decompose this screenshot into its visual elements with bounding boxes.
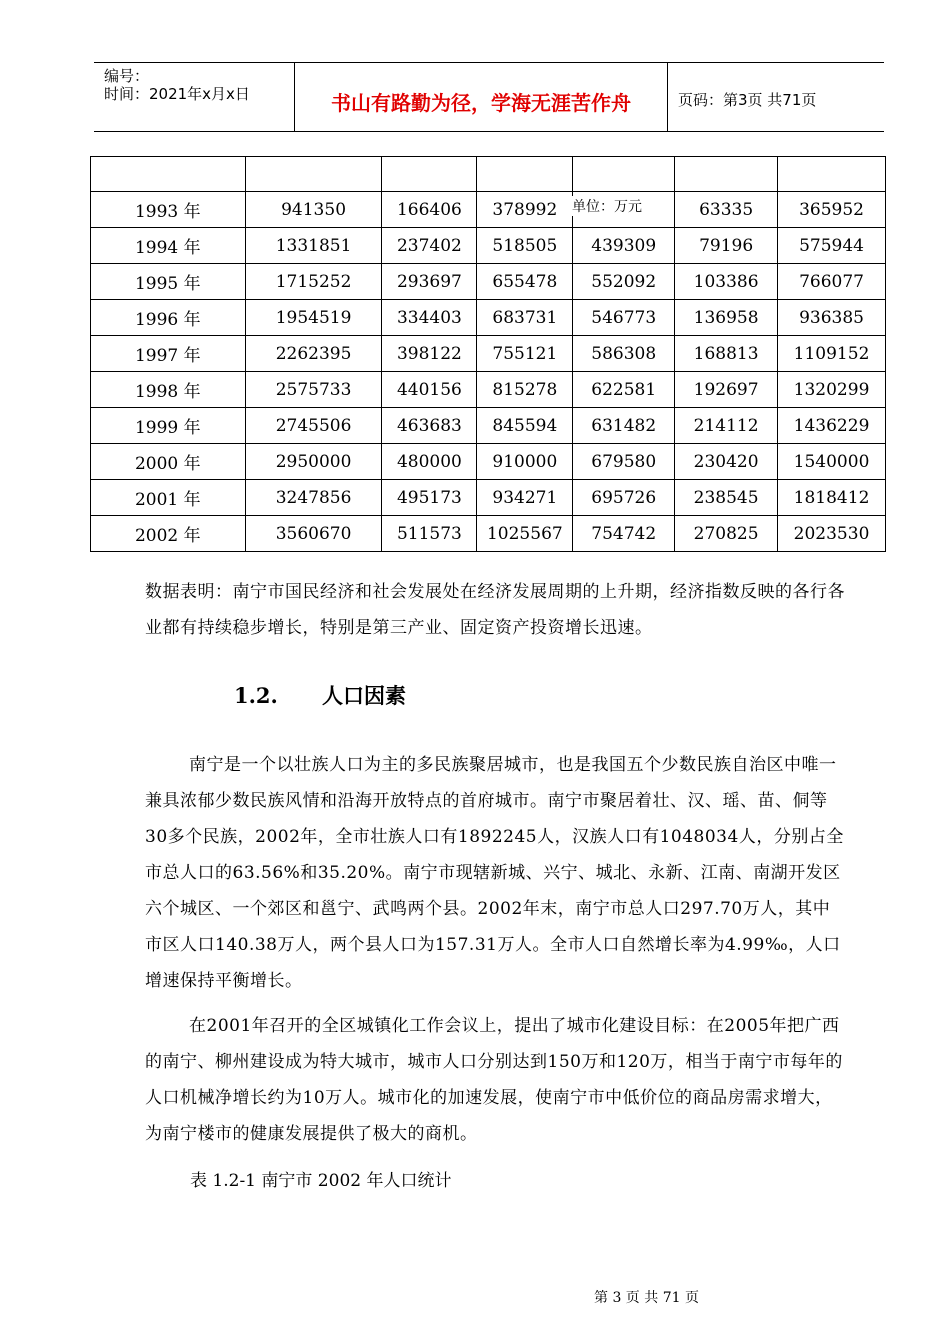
table-value-cell: 495173 bbox=[382, 480, 477, 516]
table-value-cell: 910000 bbox=[477, 444, 573, 480]
table-value-cell: 2745506 bbox=[245, 408, 382, 444]
table-header-row bbox=[91, 157, 886, 192]
table-value-cell: 1331851 bbox=[245, 228, 382, 264]
table-value-cell: 695726 bbox=[573, 480, 675, 516]
table-value-cell: 546773 bbox=[573, 300, 675, 336]
table-value-cell: 440156 bbox=[382, 372, 477, 408]
table-row bbox=[91, 300, 886, 336]
population-paragraph: 南宁是一个以壮族人口为主的多民族聚居城市，也是我国五个少数民族自治区中唯一兼具浓郁少数民族风情和沿海开放特点的首府城市。南宁市聚居着壮、汉、瑶、苗、侗等30多个民族，2002年，全市壮族人口有1892245人，汉族人口有1048034人，分别占全市总人口的63.56%和35.20%。南宁市现辖新城、兴宁、城北、永新、江南、南湖开发区六个城区、一个郊区和邕宁、武鸣两个县。2002年末，南宁市总人口297.70万人，其中市区人口140.38万人，两个县人口为157.31万人。全市人口自然增长率为4.99‰，人口增速保持平衡增长。 bbox=[145, 755, 844, 991]
table-value-cell: 79196 bbox=[675, 228, 778, 264]
header-meta-cell bbox=[94, 63, 295, 131]
table-value-cell: 293697 bbox=[382, 264, 477, 300]
table-value-cell: 398122 bbox=[382, 336, 477, 372]
table-value-cell: 1109152 bbox=[778, 336, 886, 372]
table-value-cell: 2575733 bbox=[245, 372, 382, 408]
table-value-cell: 168813 bbox=[675, 336, 778, 372]
table-value-cell: 518505 bbox=[477, 228, 573, 264]
page-footer: 第 3 页 共 71 页 bbox=[594, 1290, 699, 1306]
table-value-cell: 214112 bbox=[675, 408, 778, 444]
table-value-cell: 1025567 bbox=[477, 516, 573, 552]
table-value-cell: 936385 bbox=[778, 300, 886, 336]
table-value-cell: 136958 bbox=[675, 300, 778, 336]
table-value-cell: 2950000 bbox=[245, 444, 382, 480]
table-year-cell: 2002 年 bbox=[91, 516, 246, 552]
page-header bbox=[94, 62, 884, 132]
table-year-cell: 1999 年 bbox=[91, 408, 246, 444]
table-row bbox=[91, 228, 886, 264]
table-value-cell: 238545 bbox=[675, 480, 778, 516]
table-value-cell: 755121 bbox=[477, 336, 573, 372]
table-year-cell: 2000 年 bbox=[91, 444, 246, 480]
table-value-cell: 1715252 bbox=[245, 264, 382, 300]
table-value-cell: 934271 bbox=[477, 480, 573, 516]
table-value-cell: 334403 bbox=[382, 300, 477, 336]
table-value-cell: 237402 bbox=[382, 228, 477, 264]
document-number-label: 编号： bbox=[104, 67, 150, 85]
table-value-cell: 1954519 bbox=[245, 300, 382, 336]
table-value-cell: 754742 bbox=[573, 516, 675, 552]
table-value-cell: 845594 bbox=[477, 408, 573, 444]
urbanization-paragraph: 在2001年召开的全区城镇化工作会议上，提出了城市化建设目标：在2005年把广西的南宁、柳州建设成为特大城市，城市人口分别达到150万和120万，相当于南宁市每年的人口机械净增长约为10万人。城市化的加速发展，使南宁市中低价位的商品房需求增大，为南宁楼市的健康发展提供了极大的商机。 bbox=[145, 1016, 843, 1144]
header-slogan-cell bbox=[295, 63, 668, 131]
economic-data-table bbox=[90, 156, 886, 552]
table-value-cell: 378992 bbox=[477, 192, 573, 228]
table-value-cell: 1320299 bbox=[778, 372, 886, 408]
table-year-cell: 1995 年 bbox=[91, 264, 246, 300]
table-year-cell: 1993 年 bbox=[91, 192, 246, 228]
table-header-cell bbox=[675, 157, 778, 192]
table-value-cell: 365952 bbox=[778, 192, 886, 228]
table-row bbox=[91, 516, 886, 552]
table-value-cell: 941350 bbox=[245, 192, 382, 228]
table-value-cell: 622581 bbox=[573, 372, 675, 408]
table-row bbox=[91, 192, 886, 228]
table-value-cell: 2023530 bbox=[778, 516, 886, 552]
table-value-cell: 679580 bbox=[573, 444, 675, 480]
table-value-cell: 192697 bbox=[675, 372, 778, 408]
table-year-cell: 1997 年 bbox=[91, 336, 246, 372]
table-value-cell: 575944 bbox=[778, 228, 886, 264]
table-value-cell: 480000 bbox=[382, 444, 477, 480]
table-value-cell: 631482 bbox=[573, 408, 675, 444]
table-header-cell bbox=[91, 157, 246, 192]
table-caption: 表 1.2-1 南宁市 2002 年人口统计 bbox=[190, 1171, 452, 1191]
table-year-cell: 2001 年 bbox=[91, 480, 246, 516]
table-row bbox=[91, 480, 886, 516]
table-header-cell bbox=[573, 157, 675, 192]
table-value-cell: 1436229 bbox=[778, 408, 886, 444]
header-page-number: 页码：第3页 共71页 bbox=[678, 91, 817, 109]
table-value-cell: 655478 bbox=[477, 264, 573, 300]
table-value-cell: 1540000 bbox=[778, 444, 886, 480]
table-value-cell: 230420 bbox=[675, 444, 778, 480]
section-title: 人口因素 bbox=[322, 683, 406, 708]
table-value-cell: 2262395 bbox=[245, 336, 382, 372]
table-value-cell: 3247856 bbox=[245, 480, 382, 516]
header-slogan: 书山有路勤为径，学海无涯苦作舟 bbox=[331, 91, 631, 115]
table-header-cell bbox=[778, 157, 886, 192]
table-value-cell: 270825 bbox=[675, 516, 778, 552]
table-row bbox=[91, 264, 886, 300]
table-unit-note: 单位：万元 bbox=[570, 196, 644, 216]
table-header-cell bbox=[382, 157, 477, 192]
section-heading bbox=[234, 680, 406, 710]
data-summary-paragraph: 数据表明：南宁市国民经济和社会发展处在经济发展周期的上升期，经济指数反映的各行各业都有持续稳步增长，特别是第三产业、固定资产投资增长迅速。 bbox=[145, 582, 845, 638]
document-time-label: 时间：2021年x月x日 bbox=[104, 85, 250, 103]
table-value-cell: 439309 bbox=[573, 228, 675, 264]
table-value-cell: 511573 bbox=[382, 516, 477, 552]
table-row bbox=[91, 444, 886, 480]
table-row bbox=[91, 408, 886, 444]
table-year-cell: 1996 年 bbox=[91, 300, 246, 336]
section-number: 1.2. bbox=[234, 683, 278, 708]
table-body bbox=[91, 157, 886, 552]
table-value-cell: 815278 bbox=[477, 372, 573, 408]
table-value-cell: 683731 bbox=[477, 300, 573, 336]
table-value-cell: 766077 bbox=[778, 264, 886, 300]
table-header-cell bbox=[245, 157, 382, 192]
table-value-cell: 586308 bbox=[573, 336, 675, 372]
table-year-cell: 1998 年 bbox=[91, 372, 246, 408]
table-value-cell: 3560670 bbox=[245, 516, 382, 552]
table-value-cell: 1818412 bbox=[778, 480, 886, 516]
table-row bbox=[91, 336, 886, 372]
table-value-cell: 63335 bbox=[675, 192, 778, 228]
table-header-cell bbox=[477, 157, 573, 192]
header-page-cell bbox=[668, 63, 884, 131]
table-value-cell: 103386 bbox=[675, 264, 778, 300]
table-value-cell: 552092 bbox=[573, 264, 675, 300]
table-row bbox=[91, 372, 886, 408]
table-value-cell: 166406 bbox=[382, 192, 477, 228]
table-value-cell: 463683 bbox=[382, 408, 477, 444]
table-year-cell: 1994 年 bbox=[91, 228, 246, 264]
